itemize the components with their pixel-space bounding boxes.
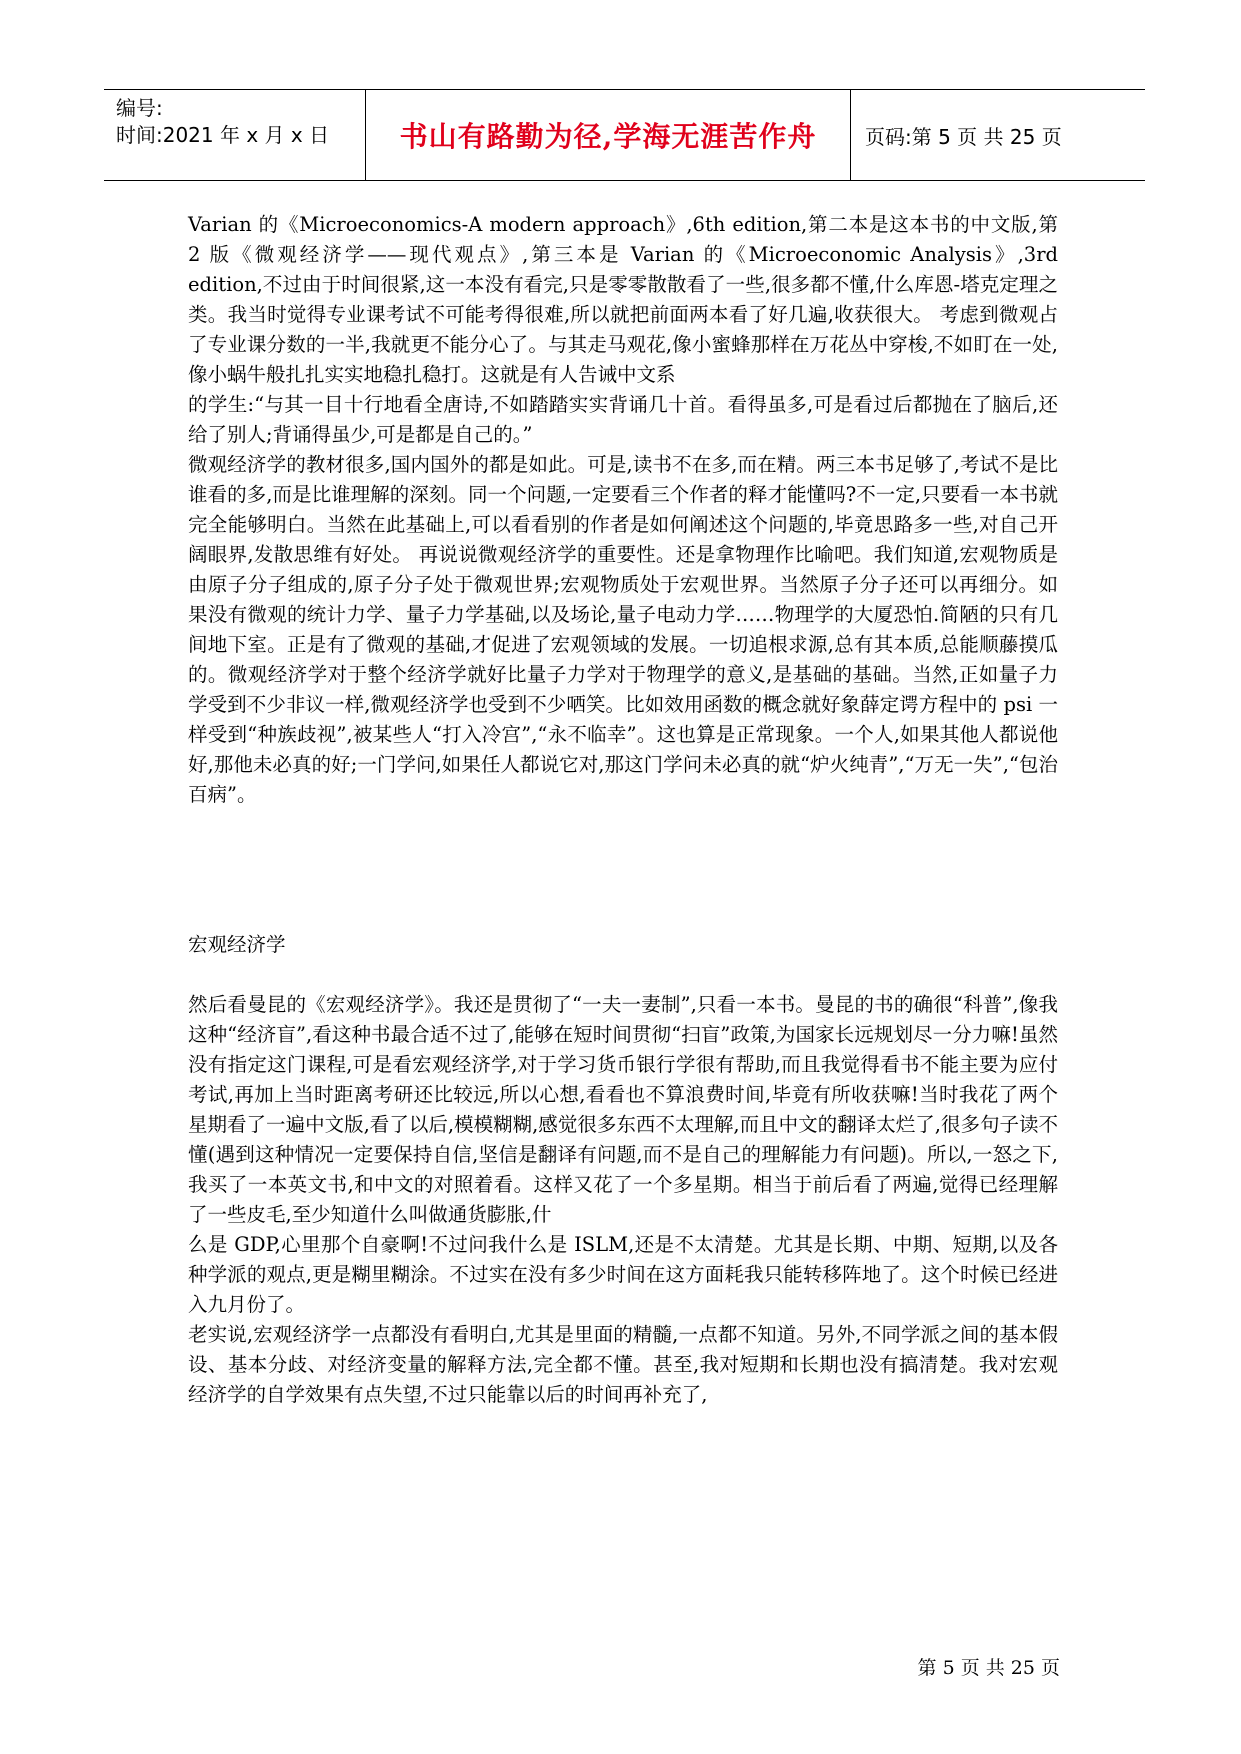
section-heading: 宏观经济学 [188,933,286,956]
body-paragraph: 老实说,宏观经济学一点都没有看明白,尤其是里面的精髓,一点都不知道。另外,不同学派之间的基本假设、基本分歧、对经济变量的解释方法,完全都不懂。甚至,我对短期和长期也没有搞清楚。我对宏观经济学的自学效果有点失望,不过只能靠以后的时间再补充了, [188,1323,1058,1406]
body-paragraph: 然后看曼昆的《宏观经济学》。我还是贯彻了“一夫一妻制”,只看一本书。曼昆的书的确很“科普”,像我这种“经济盲”,看这种书最合适不过了,能够在短时间贯彻“扫盲”政策,为国家长远规划尽一分力嘛!虽然没有指定这门课程,可是看宏观经济学,对于学习货币银行学很有帮助,而且我觉得看书不能主要为应付考试,再加上当时距离考研还比较远,所以心想,看看也不算浪费时间,毕竟有所收获嘛!当时我花了两个星期看了一遍中文版,看了以后,模模糊糊,感觉很多东西不太理解,而且中文的翻译太烂了,很多句子读不懂(遇到这种情况一定要保持自信,坚信是翻译有问题,而不是自己的理解能力有问题)。所以,一怒之下,我买了一本英文书,和中文的对照着看。这样又花了一个多星期。相当于前后看了两遍,觉得已经理解了一些皮毛,至少知道什么叫做通货膨胀,什 [188,993,1058,1226]
footer-page-number: 第 5 页 共 25 页 [917,1657,1060,1679]
header-page-label: 页码:第 5 页 共 25 页 [865,124,1062,149]
header-motto: 书山有路勤为径,学海无涯苦作舟 [399,120,817,153]
section-spacer [188,810,1058,930]
time-label: 时间:2021 年 x 月 x 日 [116,123,330,147]
document-body [188,210,1058,1410]
page-header [104,89,1145,181]
body-paragraph: 的学生:“与其一目十行地看全唐诗,不如踏踏实实背诵几十首。看得虽多,可是看过后都抛在了脑后,还给了别人;背诵得虽少,可是都是自己的。” [188,393,1058,446]
header-motto-cell [366,90,851,180]
body-paragraph: Varian 的《Microeconomics-A modern approach》,6th edition,第二本是这本书的中文版,第 2 版《微观经济学——现代观点》,第三本是 Varian 的《Microeconomic Analysis》,3rd edition,不过由于时间很紧,这一本没有看完,只是零零散散看了一些,很多都不懂,什么库恩-塔克定理之类。我当时觉得专业课考试不可能考得很难,所以就把前面两本看了好几遍,收获很大。 考虑到微观占了专业课分数的一半,我就更不能分心了。与其走马观花,像小蜜蜂那样在万花丛中穿梭,不如盯在一处,像小蜗牛般扎扎实实地稳扎稳打。这就是有人告诫中文系 [188,213,1058,386]
section-spacer [188,960,1058,990]
body-paragraph: 么是 GDP,心里那个自豪啊!不过问我什么是 ISLM,还是不太清楚。尤其是长期、中期、短期,以及各种学派的观点,更是糊里糊涂。不过实在没有多少时间在这方面耗我只能转移阵地了。这个时候已经进入九月份了。 [188,1233,1058,1316]
header-meta [104,90,366,180]
serial-number-label: 编号: [116,96,163,120]
body-paragraph: 微观经济学的教材很多,国内国外的都是如此。可是,读书不在多,而在精。两三本书足够了,考试不是比谁看的多,而是比谁理解的深刻。同一个问题,一定要看三个作者的释才能懂吗?不一定,只要看一本书就完全能够明白。当然在此基础上,可以看看别的作者是如何阐述这个问题的,毕竟思路多一些,对自己开阔眼界,发散思维有好处。 再说说微观经济学的重要性。还是拿物理作比喻吧。我们知道,宏观物质是由原子分子组成的,原子分子处于微观世界;宏观物质处于宏观世界。当然原子分子还可以再细分。如果没有微观的统计力学、量子力学基础,以及场论,量子电动力学……物理学的大厦恐怕.简陋的只有几间地下室。正是有了微观的基础,才促进了宏观领域的发展。一切追根求源,总有其本质,总能顺藤摸瓜的。微观经济学对于整个经济学就好比量子力学对于物理学的意义,是基础的基础。当然,正如量子力学受到不少非议一样,微观经济学也受到不少哂笑。比如效用函数的概念就好象薛定谔方程中的 psi 一样受到“种族歧视”,被某些人“打入冷宫”,“永不临幸”。这也算是正常现象。一个人,如果其他人都说他好,那他未必真的好;一门学问,如果任人都说它对,那这门学问未必真的就“炉火纯青”,“万无一失”,“包治百病”。 [188,453,1058,806]
